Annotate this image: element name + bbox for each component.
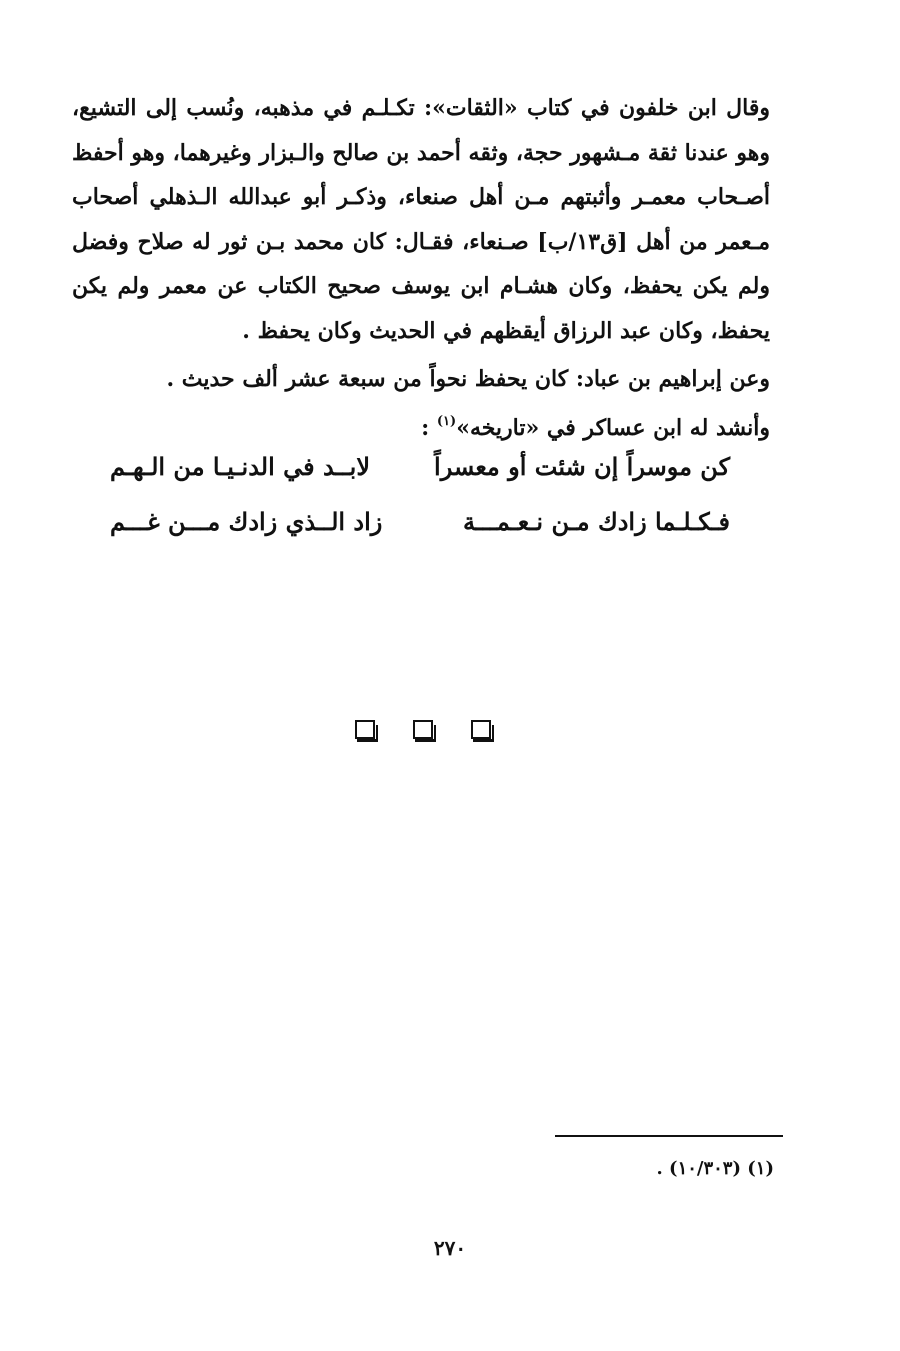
section-end-ornament [355,720,495,746]
paragraph-ibn-khalfun: وقال ابن خلفون في كتاب «الثقات»: تكـلـم في مذهبه، ونُسب إلى التشيع، وهو عندنا ثقة مـشهور حجة، وثقه أحمد بن صالح والـبزار وغيرهما، وهو أحفظ أصـحاب معمـر وأثبتهم مـن أهل صنعاء، وذكـر أبو عبدالله الـذهلي أصحاب مـعمر من أهل [ق١٣/ب] صـنعاء، فقـال: كان محمد بـن ثور له صلاح وفضل ولم يكن يحفظ، وكان هشـام ابن يوسف صحيح الكتاب عن معمر ولم يكن يحفظ، وكان عبد الرزاق أيقظهم في الحديث وكان يحفظ . [72,95,770,344]
paragraph-ibrahim-ibn-abbad: وعن إبراهيم بن عباد: كان يحفظ نحواً من سبعة عشر ألف حديث . [166,366,770,392]
footnote: (١) (١٠/٣٠٣) . [656,1158,774,1179]
verse-2-second-hemistich: زاد الــذي زادك مـــن غـــم [110,507,383,536]
poem-verse-2 [110,507,730,553]
square-ornament-icon [355,720,379,742]
paragraph-poem-intro [72,406,770,451]
footnote-reference[interactable]: (١) [436,413,457,429]
square-ornament-icon [471,720,495,742]
main-text [72,86,770,450]
poem-verse-1 [110,452,730,498]
footnote-divider [555,1135,783,1137]
page-number: ٢٧٠ [433,1236,467,1260]
verse-1-first-hemistich: كن موسراً إن شئت أو معسراً [434,452,730,481]
poem-intro-colon: : [421,414,437,441]
verse-1-second-hemistich: لابــد في الدنـيـا من الـهـم [110,452,371,481]
square-ornament-icon [413,720,437,742]
poem-intro-text: وأنشد له ابن عساكر في «تاريخه» [456,414,770,441]
verse-2-first-hemistich: فـكـلـما زادك مـن نـعـمـــة [462,507,730,536]
